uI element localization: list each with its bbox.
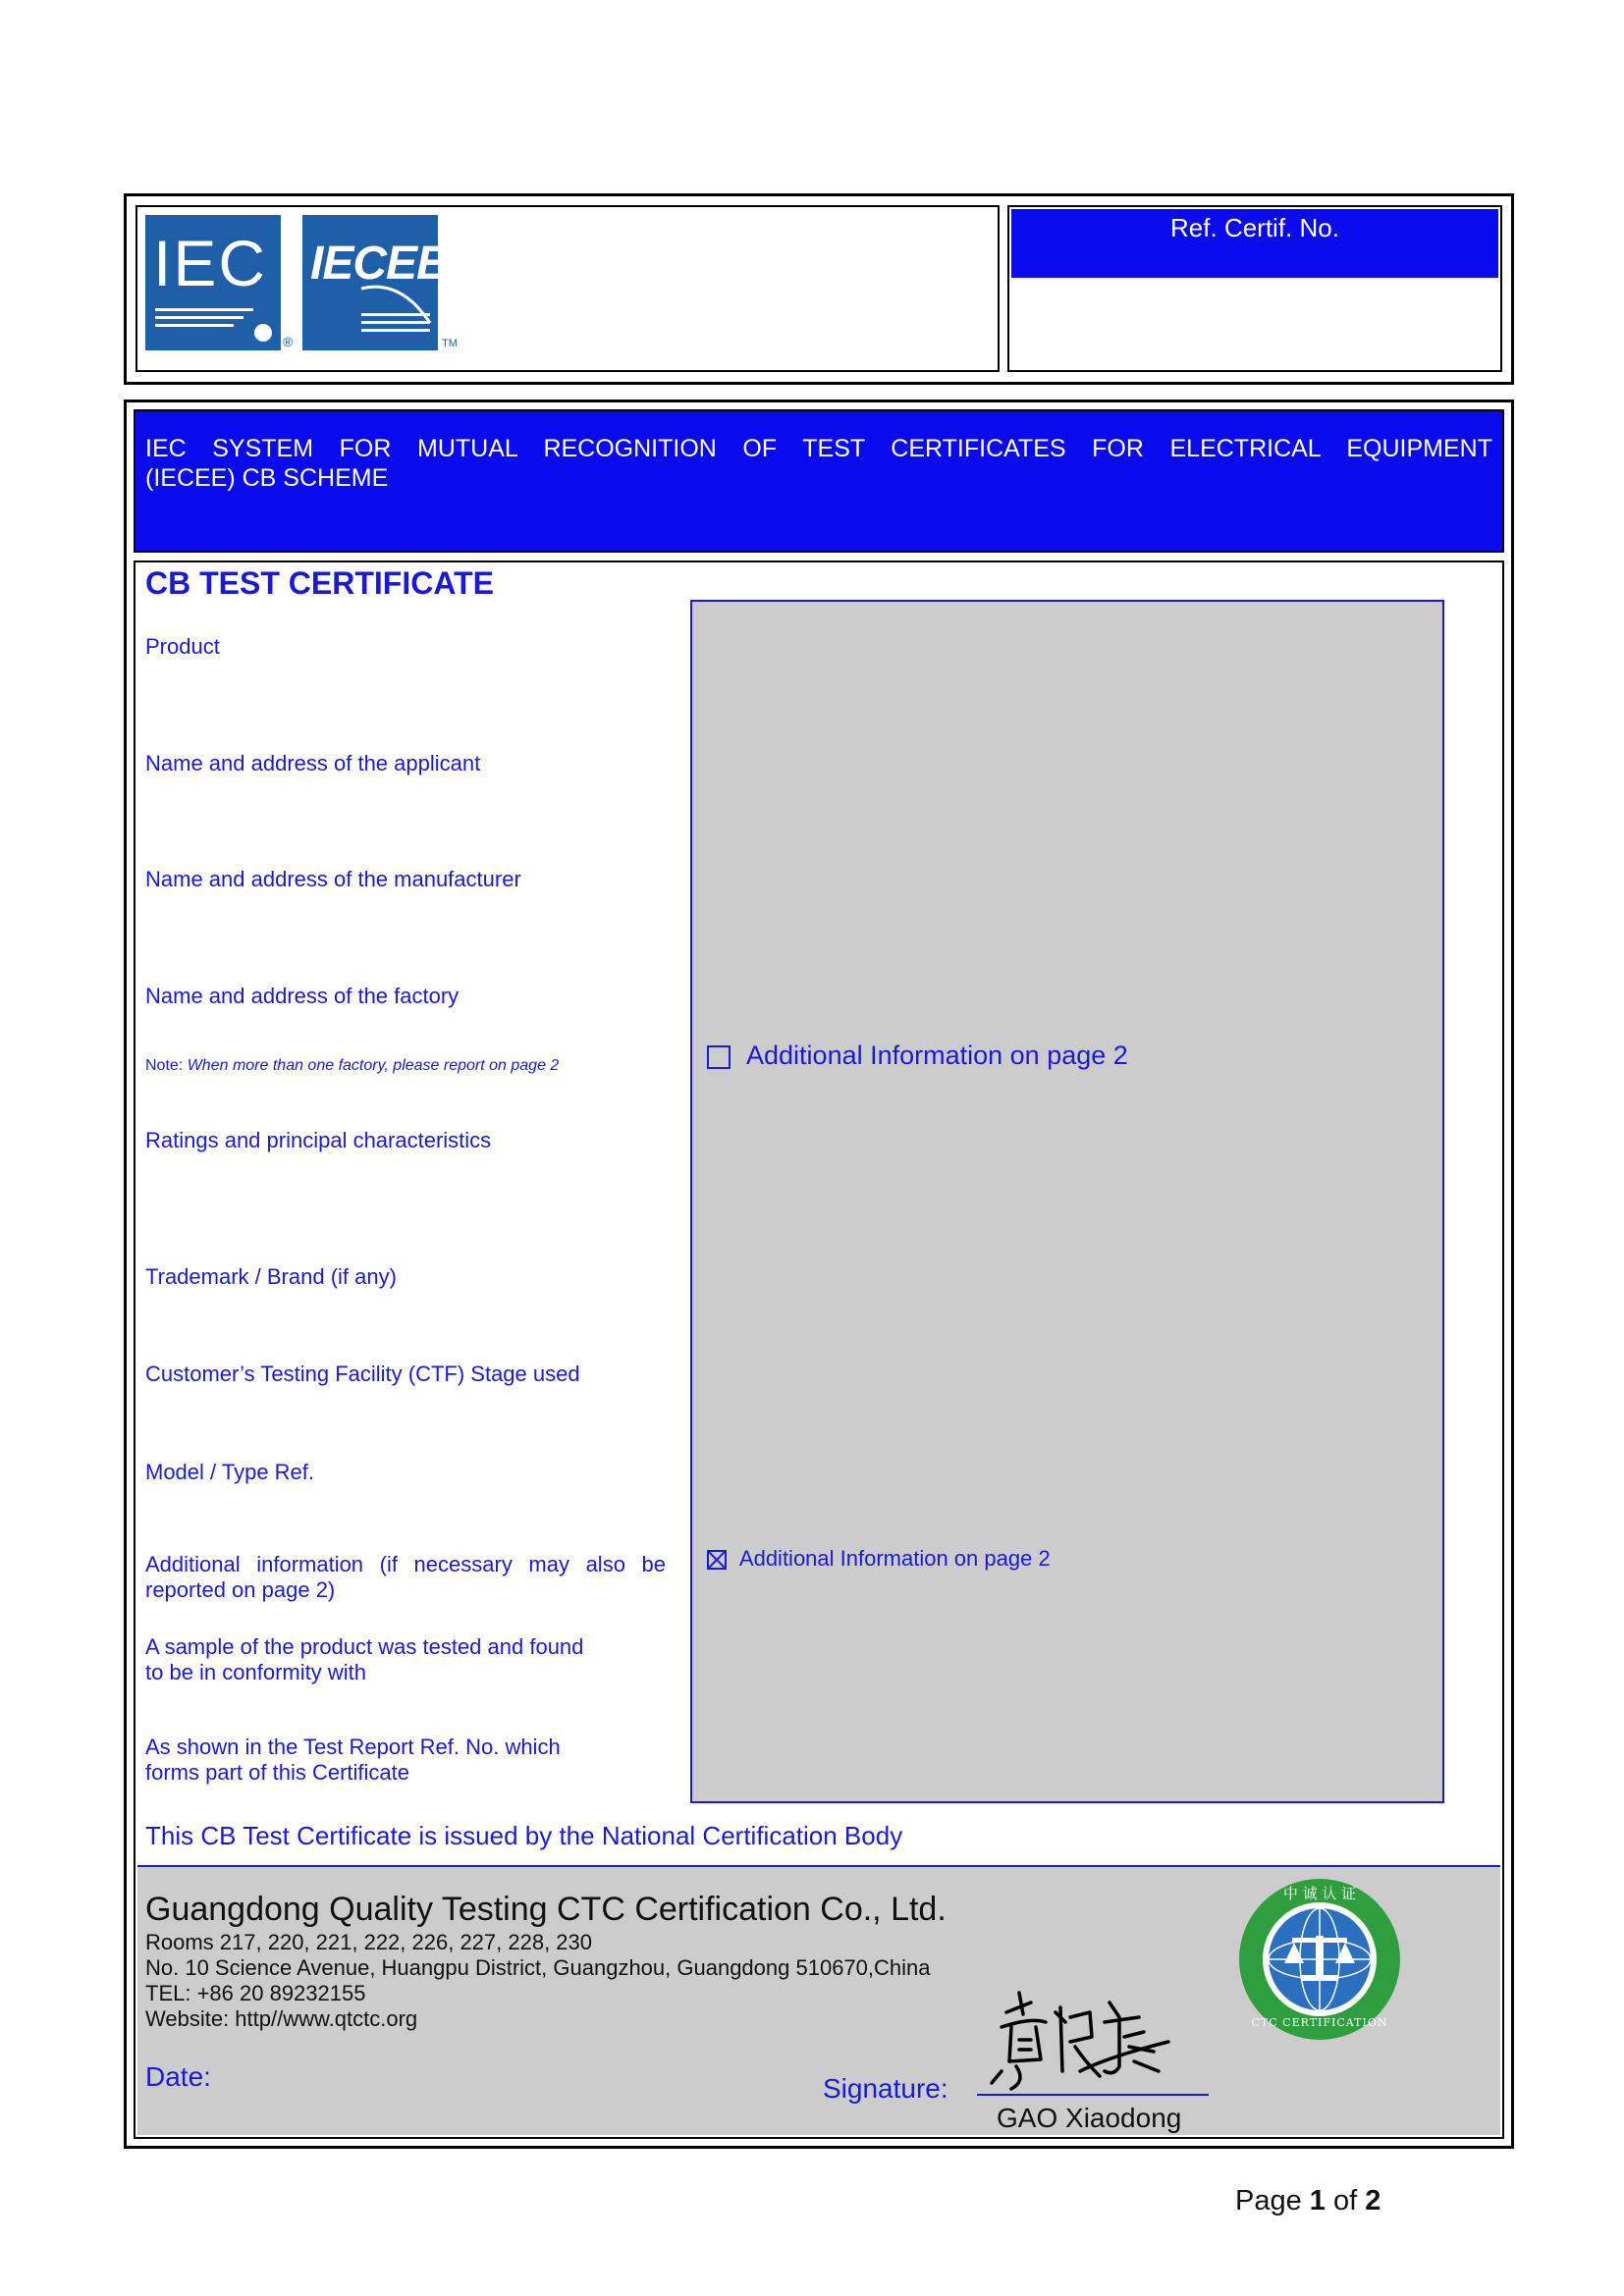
- additional-info-checkbox-label: Additional Information on page 2: [738, 1546, 1051, 1571]
- issuer-address2: No. 10 Science Avenue, Huangpu District, Guangzhou, Guangdong 510670,China: [145, 1955, 931, 1980]
- factory-note-text: When more than one factory, please report on page 2: [187, 1057, 560, 1074]
- ref-number-value: [1021, 294, 1489, 353]
- iecee-logo: [302, 215, 448, 350]
- sample-line2: to be in conformity with: [145, 1660, 366, 1684]
- checkbox-empty-icon[interactable]: [707, 1045, 731, 1069]
- factory-label: Name and address of the factory: [145, 984, 460, 1008]
- issuer-address1: Rooms 217, 220, 221, 222, 226, 227, 228, 230: [145, 1930, 593, 1954]
- additional-info-line1: Additional information (if necessary may also be: [145, 1552, 666, 1576]
- additional-info-label: [145, 1552, 666, 1603]
- seal-top-text: 中 诚 认 证: [1282, 1885, 1357, 1902]
- issuer-tel: TEL: +86 20 89232155: [145, 1981, 366, 2005]
- page-number: [1235, 2185, 1380, 2217]
- ctc-certification-seal: [1237, 1877, 1402, 2042]
- scheme-banner-line1: IEC SYSTEM FOR MUTUAL RECOGNITION OF TEST CERTIFICATES FOR ELECTRICAL EQUIPMENT: [145, 435, 1492, 462]
- signature-label: Signature:: [823, 2073, 948, 2104]
- iec-logo: [145, 215, 281, 350]
- factory-additional-info-checkbox-row[interactable]: [707, 1041, 1128, 1071]
- iec-logo-text: IEC: [153, 227, 268, 299]
- product-label: Product: [145, 634, 220, 659]
- additional-info-checkbox-row[interactable]: [707, 1546, 1051, 1572]
- seal-bottom-text: CTC CERTIFICATION: [1251, 2016, 1388, 2029]
- factory-note: [145, 1057, 559, 1075]
- report-line1: As shown in the Test Report Ref. No. which: [145, 1735, 561, 1759]
- signature-line: [977, 2094, 1209, 2096]
- sample-line1: A sample of the product was tested and found: [145, 1634, 584, 1659]
- applicant-label: Name and address of the applicant: [145, 751, 481, 775]
- checkbox-checked-icon[interactable]: [707, 1550, 727, 1570]
- manufacturer-label: Name and address of the manufacturer: [145, 867, 521, 891]
- report-line2: forms part of this Certificate: [145, 1760, 409, 1785]
- factory-note-prefix: Note:: [145, 1057, 184, 1074]
- test-report-label: [145, 1735, 561, 1786]
- trademark-label: Trademark / Brand (if any): [145, 1264, 397, 1289]
- date-label: Date:: [145, 2061, 211, 2092]
- registered-mark: ®: [283, 334, 294, 349]
- ref-label: Ref. Certif. No.: [1170, 213, 1339, 242]
- iecee-logo-text: IECEE: [310, 238, 448, 290]
- issuer-name: Guangdong Quality Testing CTC Certification Co., Ltd.: [145, 1891, 947, 1928]
- model-label: Model / Type Ref.: [145, 1460, 315, 1484]
- handwritten-signature: [972, 1983, 1178, 2091]
- sample-conformity-label: [145, 1634, 583, 1685]
- certificate-data-panel: [690, 600, 1444, 1803]
- issuer-website: Website: http//www.qtctc.org: [145, 2006, 418, 2031]
- page-current: 1: [1309, 2185, 1326, 2216]
- factory-additional-info-checkbox-label: Additional Information on page 2: [746, 1041, 1128, 1070]
- scheme-banner-line2: (IECEE) CB SCHEME: [145, 464, 389, 492]
- issued-by-text: This CB Test Certificate is issued by the National Certification Body: [145, 1821, 903, 1850]
- ratings-label: Ratings and principal characteristics: [145, 1128, 492, 1152]
- signatory-name: GAO Xiaodong: [997, 2103, 1182, 2133]
- page-total: 2: [1365, 2185, 1381, 2216]
- tm-mark: TM: [442, 338, 458, 349]
- ctf-label: Customer’s Testing Facility (CTF) Stage used: [145, 1362, 580, 1386]
- page-prefix: Page: [1235, 2185, 1302, 2216]
- additional-info-line2: reported on page 2): [145, 1577, 336, 1602]
- certificate-title: CB TEST CERTIFICATE: [145, 565, 494, 601]
- page-of: of: [1333, 2185, 1358, 2216]
